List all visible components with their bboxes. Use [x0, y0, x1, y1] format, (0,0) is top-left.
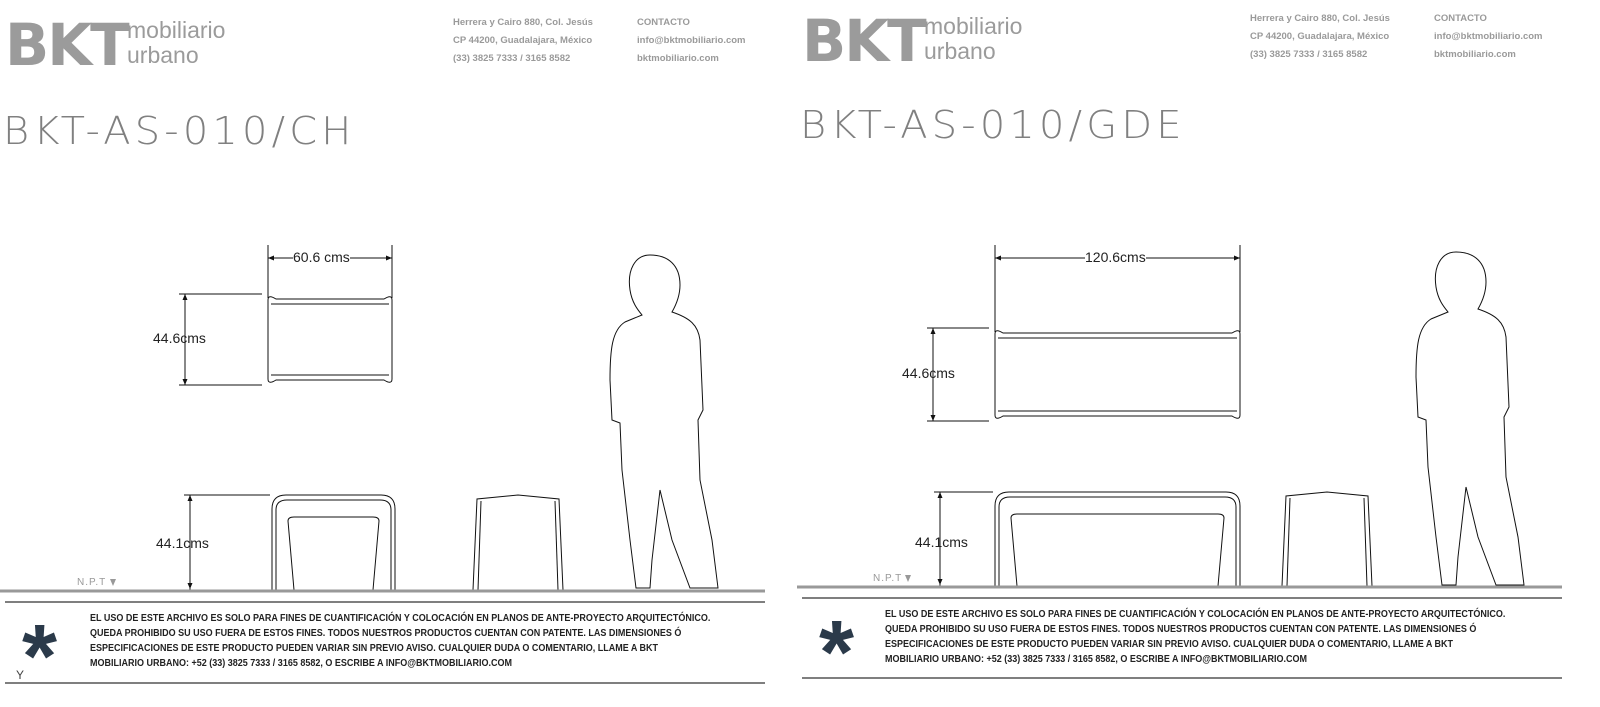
- contact-heading: CONTACTO: [637, 17, 690, 28]
- model-code: BKT-AS-010/CH: [3, 109, 356, 153]
- disclaimer-line: QUEDA PROHIBIDO SU USO FUERA DE ESTOS FINES. TODOS NUESTROS PRODUCTOS CUENTAN CON PATENTE. LAS DIMENSIONES Ó: [90, 628, 682, 639]
- axis-label: Y: [16, 668, 25, 682]
- npt-marker-icon: [905, 575, 911, 582]
- disclaimer-line: QUEDA PROHIBIDO SU USO FUERA DE ESTOS FINES. TODOS NUESTROS PRODUCTOS CUENTAN CON PATENTE. LAS DIMENSIONES Ó: [885, 624, 1477, 635]
- human-silhouette: [610, 255, 718, 588]
- technical-drawing: [0, 0, 800, 697]
- dimension-arrow: [995, 256, 1001, 261]
- logo-line1: mobiliario: [924, 13, 1023, 39]
- spec-sheet-gde: [797, 0, 1597, 703]
- human-silhouette: [1416, 252, 1524, 585]
- disclaimer-line: ESPECIFICACIONES DE ESTE PRODUCTO PUEDEN VARIAR SIN PREVIO AVISO. CUALQUIER DUDA O COMENTARIO, LLAME A BKT: [885, 639, 1454, 650]
- width-dimension: 120.6cms: [1085, 249, 1146, 265]
- asterisk-icon: *: [819, 603, 855, 703]
- dimension-arrow: [938, 579, 943, 585]
- side-view-edge: [478, 501, 481, 590]
- npt-label: N.P.T: [873, 573, 903, 584]
- npt-label: N.P.T: [77, 577, 107, 588]
- logo-line1: mobiliario: [127, 17, 226, 43]
- address-line: CP 44200, Guadalajara, México: [1250, 31, 1390, 42]
- dimension-arrow: [931, 328, 936, 334]
- top-view-outline: [268, 297, 392, 383]
- dimension-arrow: [386, 256, 392, 261]
- phone: (33) 3825 7333 / 3165 8582: [453, 53, 571, 64]
- contact-heading: CONTACTO: [1434, 13, 1487, 24]
- depth-dimension: 44.6cms: [902, 365, 955, 381]
- side-view-edge: [1364, 498, 1367, 586]
- logo-mark: BKT: [802, 7, 925, 75]
- front-view-inner-edge: [999, 497, 1236, 586]
- dimension-arrow: [938, 492, 943, 498]
- email-link[interactable]: info@bktmobiliario.com: [637, 35, 746, 46]
- email-link[interactable]: info@bktmobiliario.com: [1434, 31, 1543, 42]
- height-dimension: 44.1cms: [156, 535, 209, 551]
- logo-line2: urbano: [924, 38, 996, 64]
- address-line: CP 44200, Guadalajara, México: [453, 35, 593, 46]
- website-link[interactable]: bktmobiliario.com: [1434, 49, 1516, 60]
- dimension-arrow: [183, 294, 188, 300]
- disclaimer-line: MOBILIARIO URBANO: +52 (33) 3825 7333 / 3165 8582, O ESCRIBE A INFO@BKTMOBILIARIO.COM: [90, 658, 512, 669]
- disclaimer: [885, 607, 1505, 667]
- contact: [1434, 10, 1543, 64]
- dimension-arrow: [188, 495, 193, 501]
- dimension-arrow: [931, 415, 936, 421]
- side-view-outline: [1282, 492, 1372, 586]
- model-code: BKT-AS-010/GDE: [800, 103, 1186, 147]
- asterisk-icon: *: [22, 607, 58, 707]
- address-line: Herrera y Cairo 880, Col. Jesús: [453, 17, 593, 28]
- width-dimension: 60.6 cms: [293, 249, 350, 265]
- address: [453, 14, 593, 68]
- disclaimer: [90, 611, 710, 671]
- website-link[interactable]: bktmobiliario.com: [637, 53, 719, 64]
- disclaimer-line: MOBILIARIO URBANO: +52 (33) 3825 7333 / 3165 8582, O ESCRIBE A INFO@BKTMOBILIARIO.COM: [885, 654, 1307, 665]
- npt-marker-icon: [110, 579, 116, 586]
- dimension-arrow: [188, 583, 193, 589]
- disclaimer-line: ESPECIFICACIONES DE ESTE PRODUCTO PUEDEN VARIAR SIN PREVIO AVISO. CUALQUIER DUDA O COMENTARIO, LLAME A BKT: [90, 643, 659, 654]
- height-dimension: 44.1cms: [915, 534, 968, 550]
- depth-dimension: 44.6cms: [153, 330, 206, 346]
- side-view-outline: [473, 495, 563, 590]
- dimension-arrow: [1234, 256, 1240, 261]
- logo-mark: BKT: [5, 11, 128, 79]
- phone: (33) 3825 7333 / 3165 8582: [1250, 49, 1368, 60]
- address: [1250, 10, 1390, 64]
- logo-line2: urbano: [127, 42, 199, 68]
- side-view-edge: [555, 501, 558, 590]
- contact: [637, 14, 746, 68]
- dimension-arrow: [183, 379, 188, 385]
- disclaimer-line: EL USO DE ESTE ARCHIVO ES SOLO PARA FINES DE CUANTIFICACIÓN Y COLOCACIÓN EN PLANOS DE ANTE-PROYECTO ARQUITECTÓNICO.: [885, 609, 1506, 620]
- address-line: Herrera y Cairo 880, Col. Jesús: [1250, 13, 1390, 24]
- front-view-outline: [995, 492, 1240, 586]
- dimension-arrow: [268, 256, 274, 261]
- disclaimer-line: EL USO DE ESTE ARCHIVO ES SOLO PARA FINES DE CUANTIFICACIÓN Y COLOCACIÓN EN PLANOS DE ANTE-PROYECTO ARQUITECTÓNICO.: [90, 613, 711, 624]
- top-view-outline: [995, 331, 1240, 419]
- front-view-outline: [272, 495, 395, 590]
- side-view-edge: [1287, 498, 1290, 586]
